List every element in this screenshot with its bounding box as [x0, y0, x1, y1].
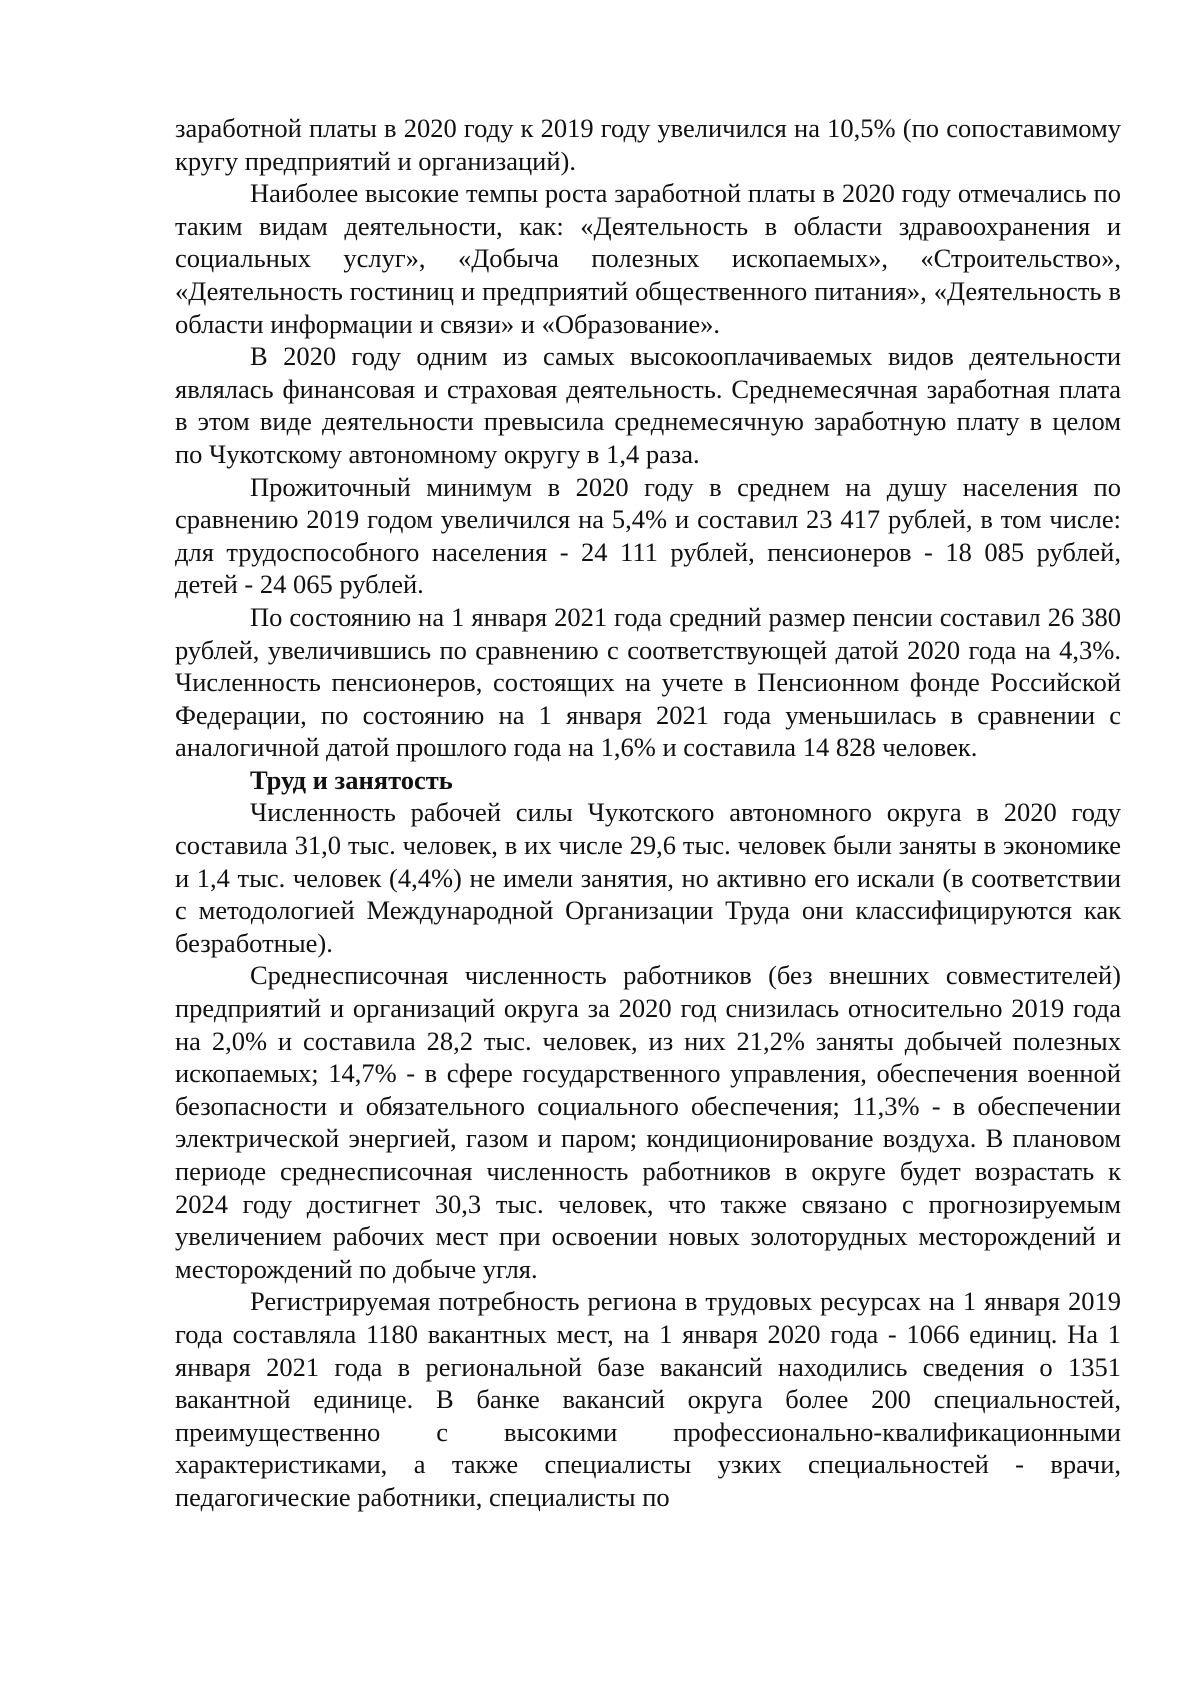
section-heading-labor: Труд и занятость	[250, 764, 453, 795]
paragraph-labor-force: Численность рабочей силы Чукотского автономного округа в 2020 году составила 31,0 тыс. человек, в их числе 29,6 тыс. человек были заняты в экономике и 1,4 тыс. человек (4,4%) не имели занятия, но активно его искали (в соответствии с методологией Международной Организации Труда они классифицируются как безработные).	[175, 797, 1121, 958]
paragraph-subsistence-minimum: Прожиточный минимум в 2020 году в среднем на душу населения по сравнению 2019 годом увеличился на 5,4% и составил 23 417 рублей, в том числе: для трудоспособного населения - 24 111 рублей, пенсионеров - 18 085 рублей, детей - 24 065 рублей.	[175, 471, 1121, 600]
paragraph-high-paid-sectors: В 2020 году одним из самых высокооплачиваемых видов деятельности являлась финансовая и страховая деятельность. Среднемесячная заработная плата в этом виде деятельности превысила среднемесячную заработную плату в целом по Чукотскому автономному округу в 1,4 раза.	[175, 341, 1121, 469]
paragraph-average-headcount: Среднесписочная численность работников (без внешних совместителей) предприятий и организаций округа за 2020 год снизилась относительно 2019 года на 2,0% и составила 28,2 тыс. человек, из них 21,2% заняты добычей полезных ископаемых; 14,7% - в сфере государственного управления, обеспечения военной безопасности и обязательного социального обеспечения; 11,3% - в обеспечении электрической энергией, газом и паром; кондиционирование воздуха. В плановом периоде среднесписочная численность работников в округе будет возрастать к 2024 году достигнет 30,3 тыс. человек, что также связано с прогнозируемым увеличением рабочих мест при освоении новых золоторудных месторождений и месторождений по добыче угля.	[175, 960, 1121, 1284]
document-page	[175, 112, 1121, 1514]
paragraph-highest-growth-sectors: Наиболее высокие темпы роста заработной платы в 2020 году отмечались по таким видам деятельности, как: «Деятельность в области здравоохранения и социальных услуг», «Добыча полезных ископаемых», «Строительство», «Деятельность гостиниц и предприятий общественного питания», «Деятельность в области информации и связи» и «Образование».	[175, 178, 1121, 339]
paragraph-pensions: По состоянию на 1 января 2021 года средний размер пенсии составил 26 380 рублей, увеличившись по сравнению с соответствующей датой 2020 года на 4,3%. Численность пенсионеров, состоящих на учете в Пенсионном фонде Российской Федерации, по состоянию на 1 января 2021 года уменьшилась в сравнении с аналогичной датой прошлого года на 1,6% и составила 14 828 человек.	[175, 601, 1121, 763]
paragraph-wage-growth: заработной платы в 2020 году к 2019 году увеличился на 10,5% (по сопоставимому кругу предприятий и организаций).	[175, 113, 1121, 176]
paragraph-vacancies: Регистрируемая потребность региона в трудовых ресурсах на 1 января 2019 года составляла 1180 вакантных мест, на 1 января 2020 года - 1066 единиц. На 1 января 2021 года в региональной базе вакансий находились сведения о 1351 вакантной единице. В банке вакансий округа более 200 специальностей, преимущественно с высокими профессионально-квалификационными характеристиками, а также специалисты узких специальностей - врачи, педагогические работники, специалисты по	[175, 1286, 1121, 1512]
